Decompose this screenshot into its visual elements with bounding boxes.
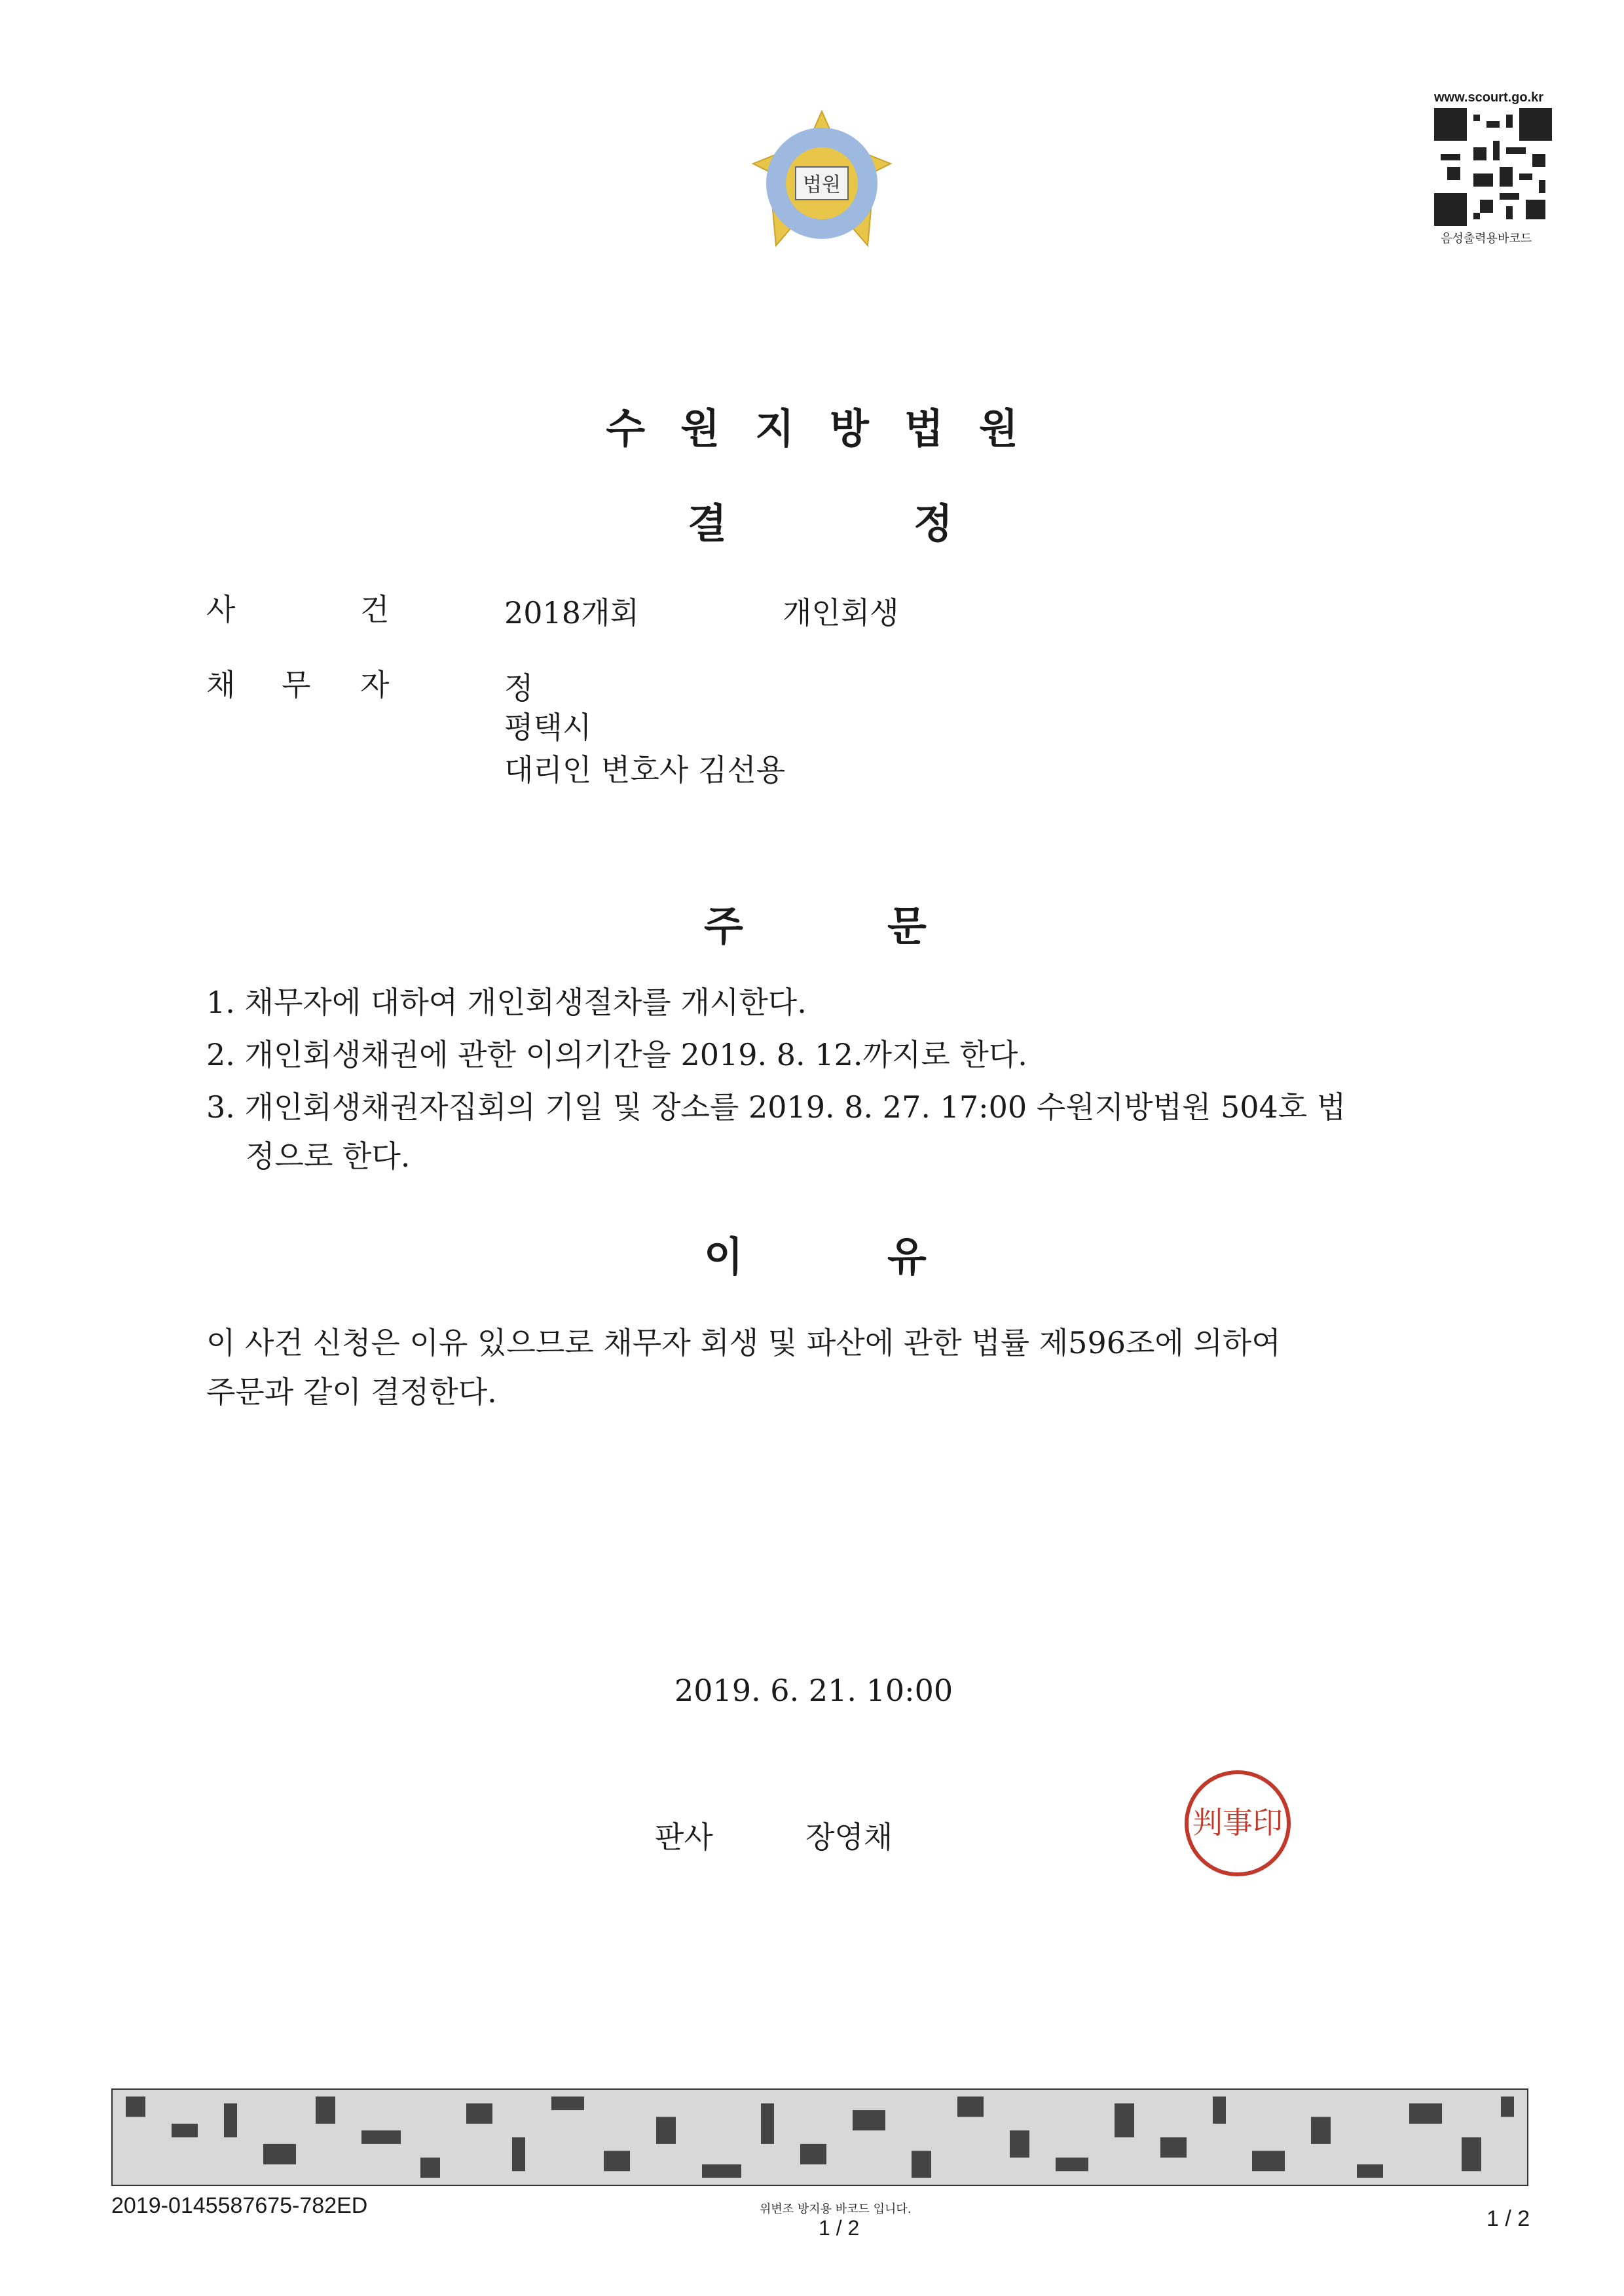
security-barcode [111, 2088, 1528, 2186]
debtor-label-char: 자 [360, 667, 390, 702]
debtor-label-char: 무 [282, 667, 311, 702]
judge-name: 장영채 [805, 1819, 893, 1855]
qr-code [1434, 108, 1552, 226]
debtor-address: 평택시 [504, 710, 592, 745]
judge-label: 판사 [655, 1819, 713, 1855]
debtor-label-char: 채 [206, 667, 236, 702]
order-item-continued: 정으로 한다. [246, 1139, 411, 1174]
order-item: 2. 개인회생채권에 관한 이의기간을 2019. 8. 12.까지로 한다. [206, 1037, 1027, 1072]
reason-text: 주문과 같이 결정한다. [206, 1374, 497, 1410]
case-label-char: 사 [206, 592, 236, 627]
decision-date: 2019. 6. 21. 10:00 [674, 1673, 953, 1708]
case-label-char: 건 [360, 592, 390, 627]
court-name-char: 원 [978, 405, 1018, 452]
page-number-center: 1 / 2 [819, 2216, 860, 2240]
court-name-char: 지 [755, 405, 794, 452]
emblem-text: 법원 [803, 173, 841, 196]
qr-url: www.scourt.go.kr [1434, 90, 1544, 105]
qr-caption: 음성출력용바코드 [1441, 232, 1532, 246]
reason-text: 이 사건 신청은 이유 있으므로 채무자 회생 및 파산에 관한 법률 제596조에 의하여 [206, 1325, 1281, 1360]
court-emblem [743, 105, 900, 262]
court-name [0, 396, 1624, 454]
court-name-char: 원 [680, 405, 720, 452]
case-number: 2018개회 [504, 595, 639, 630]
court-name-char: 방 [830, 405, 869, 452]
reason-heading-char: 유 [887, 1233, 927, 1281]
reason-heading-char: 이 [704, 1233, 743, 1281]
order-heading-char: 주 [704, 902, 743, 950]
document-id: 2019-0145587675-782ED [111, 2193, 368, 2218]
page-number-right: 1 / 2 [1486, 2206, 1530, 2231]
debtor-name: 정 [504, 670, 534, 706]
seal-text: 判事印 [1192, 1805, 1283, 1840]
barcode-caption: 위변조 방지용 바코드 입니다. [760, 2202, 912, 2216]
order-item: 1. 채무자에 대하여 개인회생절차를 개시한다. [206, 985, 807, 1020]
doc-type-char: 정 [913, 500, 953, 547]
order-item: 3. 개인회생채권자집회의 기일 및 장소를 2019. 8. 27. 17:00 수원지방법원 504호 법 [206, 1089, 1346, 1125]
judge-seal [1179, 1764, 1297, 1882]
doc-type-char: 결 [688, 500, 727, 547]
court-name-char: 수 [606, 405, 646, 452]
order-heading-char: 문 [887, 902, 927, 950]
representative: 대리인 변호사 김선용 [504, 752, 786, 788]
case-type: 개인회생 [783, 595, 899, 630]
court-name-char: 법 [904, 405, 944, 452]
